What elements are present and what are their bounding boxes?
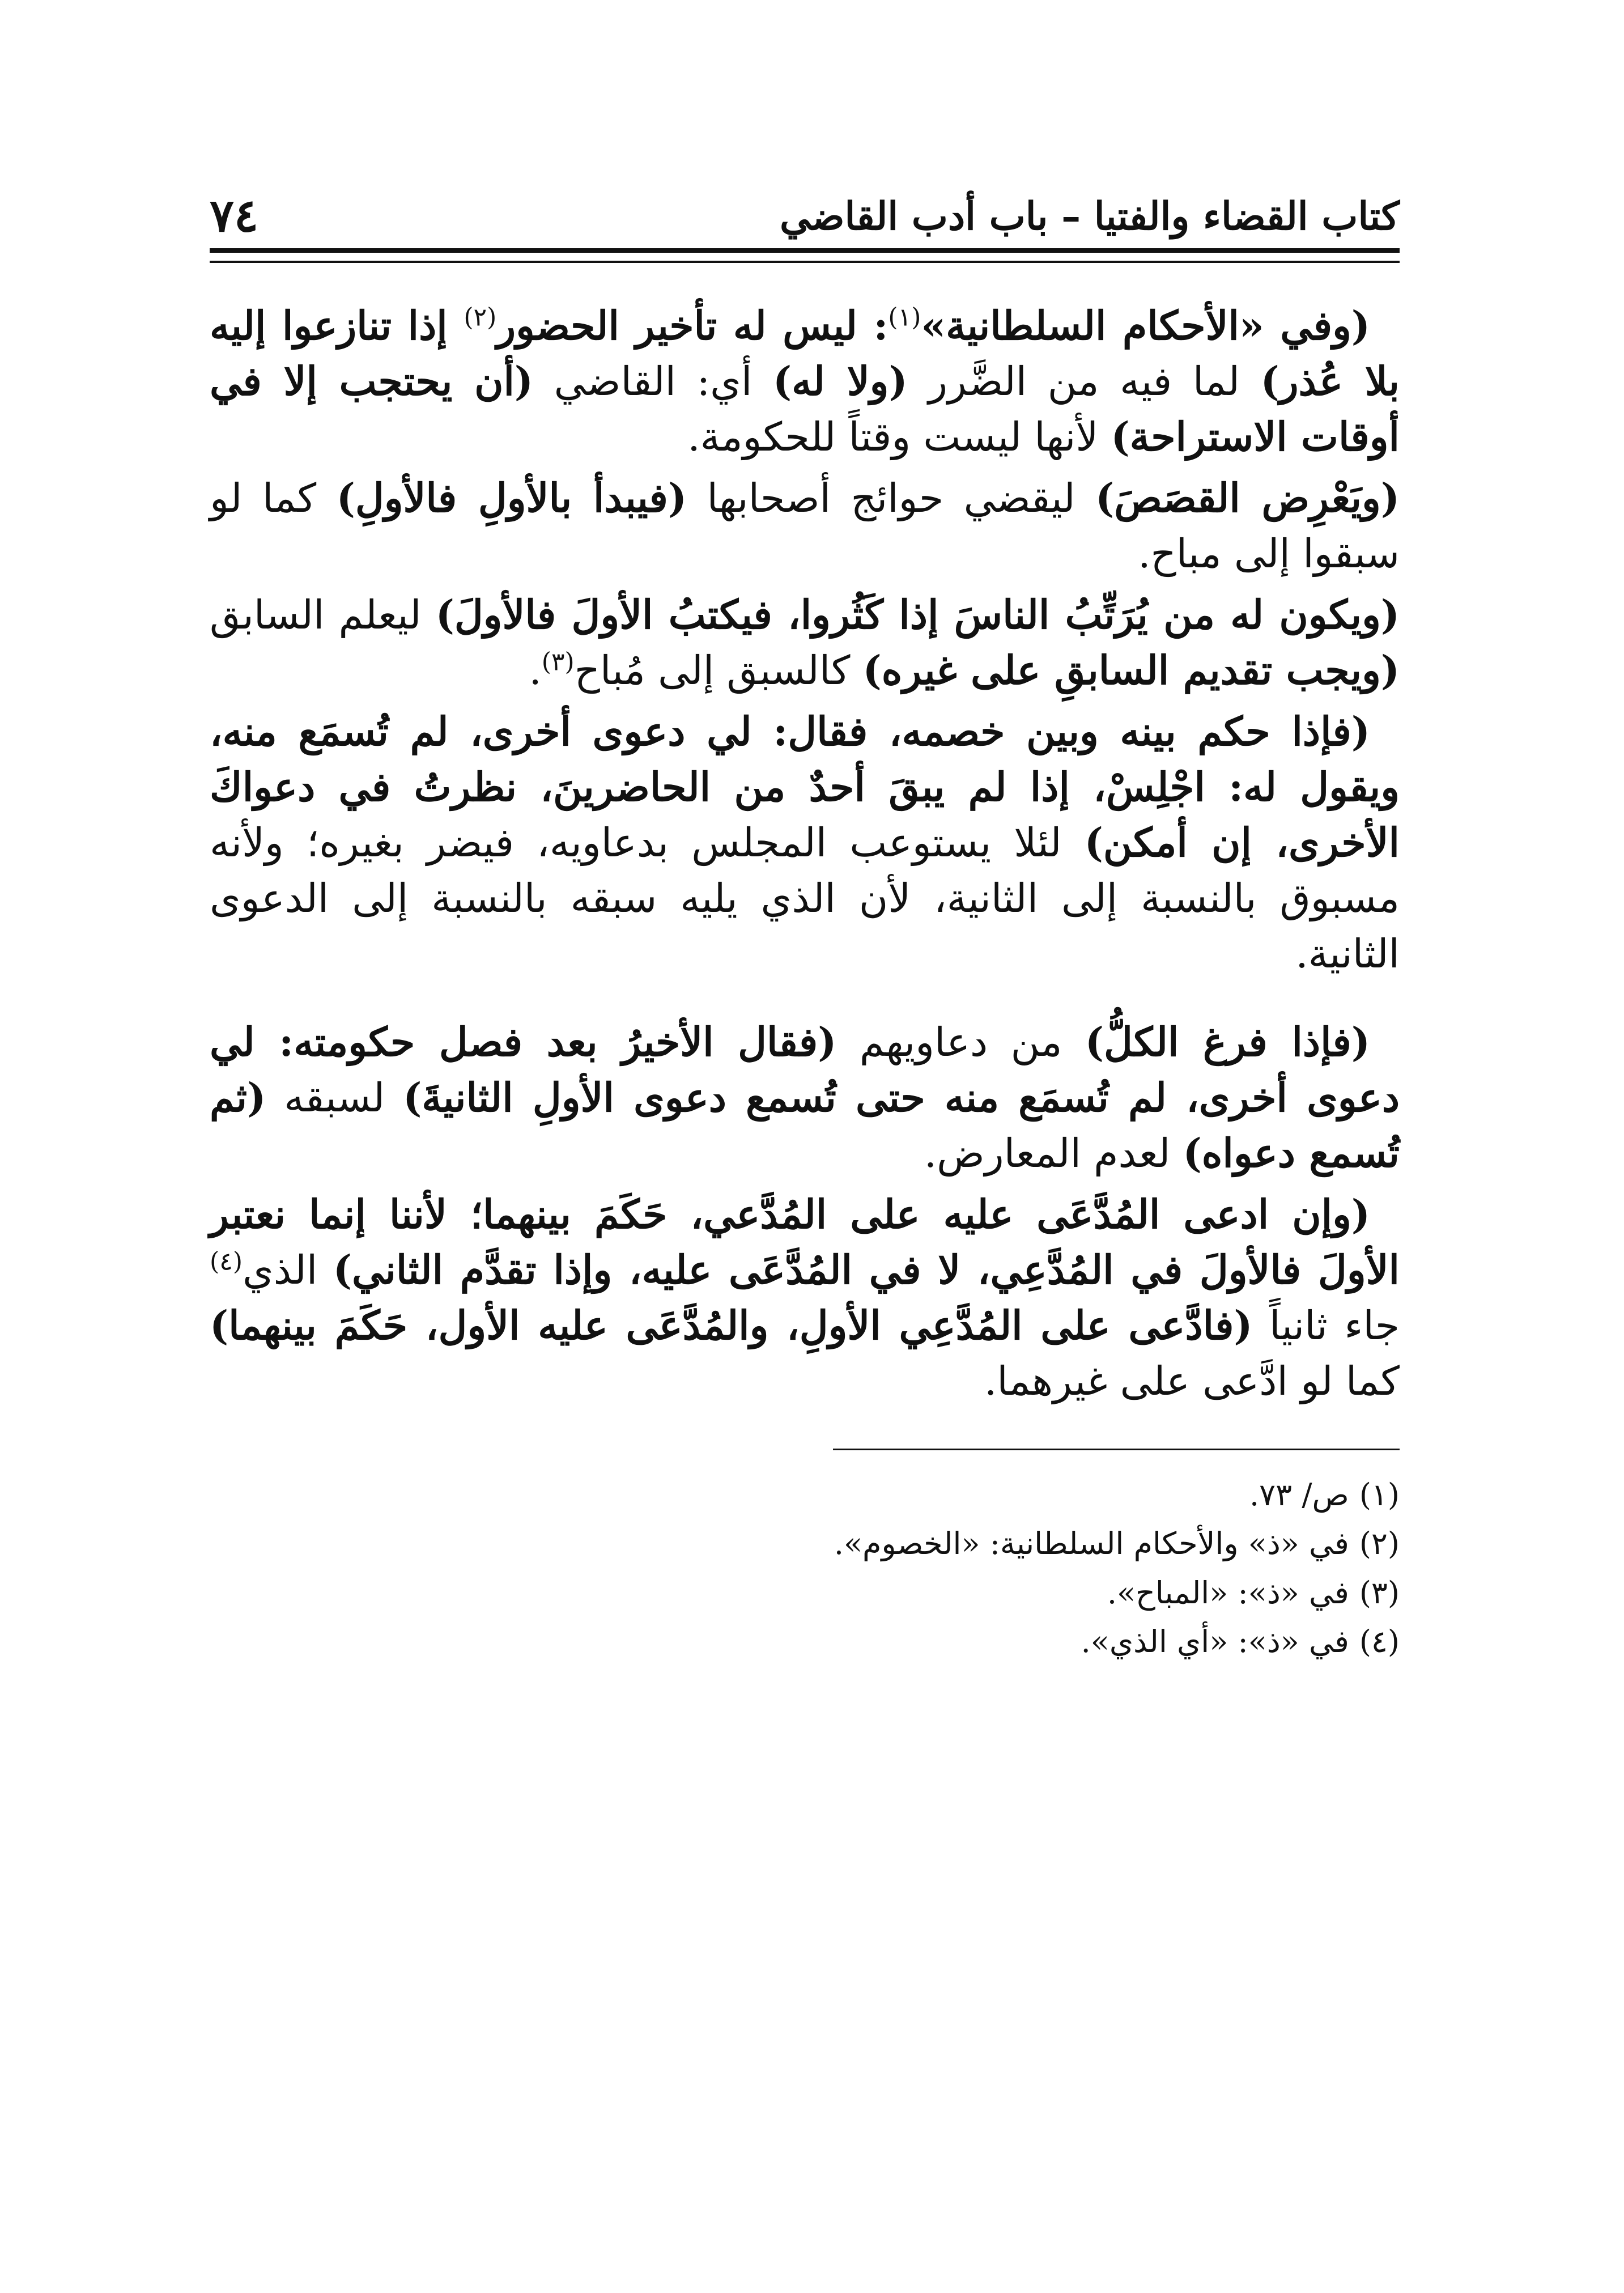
matn-text: (ويَعْرِض القصَصَ)	[1095, 474, 1400, 521]
footnote-reference: (٤)	[210, 1247, 243, 1276]
matn-text: (وفي «الأحكام السلطانية»	[921, 302, 1370, 349]
footnote-reference: (٢)	[464, 303, 497, 332]
commentary-text: كما لو سبقوا إلى مباح.	[210, 475, 1400, 577]
paragraph-4	[210, 704, 1400, 982]
footnote-2	[210, 1519, 1400, 1568]
paragraph-6	[210, 1187, 1400, 1409]
matn-text: (ويكون له من يُرَتِّبُ الناسَ إذا كَثُروا، فيكتبُ الأولَ فالأولَ)	[435, 591, 1400, 638]
footnote-text: في «ذ»: «أي الذي».	[1081, 1624, 1349, 1660]
commentary-text: .	[529, 647, 542, 694]
commentary-text: من دعاويهم	[836, 1019, 1085, 1065]
footnote-text: في «ذ» والأحكام السلطانية: «الخصوم».	[834, 1526, 1349, 1562]
footnote-reference: (٣)	[541, 647, 575, 677]
commentary-text: أي: القاضي	[533, 358, 773, 405]
matn-text: (وإن ادعى المُدَّعَى عليه على المُدَّعي، حَكَمَ بينهما؛ لأننا إنما نعتبر الأولَ فالأولَ في المُدَّعِي، لا في المُدَّعَى عليه، وإذا تقدَّم الثاني)	[210, 1191, 1400, 1293]
commentary-text: ليعلم السابق	[210, 592, 436, 638]
body-text	[210, 298, 1400, 1409]
paragraph-5	[210, 1014, 1400, 1181]
running-head: كتاب القضاء والفتيا – باب أدب القاضي	[780, 194, 1400, 240]
matn-text: (ولا له)	[773, 358, 908, 405]
matn-text: (ويجب تقديم السابقِ على غيره)	[862, 647, 1400, 694]
matn-text: (فإذا فرغ الكلُّ)	[1085, 1018, 1370, 1065]
paragraph-3	[210, 587, 1400, 698]
commentary-text: الذي	[242, 1247, 333, 1293]
footnote-reference: (١)	[888, 303, 921, 332]
footnote-number: (١)	[1359, 1477, 1400, 1513]
matn-text: (فقال الأخيرُ بعد فصل حكومته: لي دعوى أخرى، لم تُسمَع منه حتى تُسمع دعوى الأولِ الثانيةَ)	[210, 1018, 1400, 1121]
matn-text: (فادَّعى على المُدَّعِي الأولِ، والمُدَّعَى عليه الأول، حَكَمَ بينهما)	[210, 1302, 1253, 1349]
commentary-text: لأنها ليست وقتاً للحكومة.	[687, 414, 1111, 460]
footnote-1	[210, 1471, 1400, 1519]
page-header	[210, 170, 1400, 253]
commentary-text: كالسبق إلى مُباح	[574, 647, 863, 694]
matn-text: : ليس له تأخير الحضور	[496, 302, 888, 349]
footnote-number: (٢)	[1359, 1526, 1400, 1562]
commentary-text: ليقضي حوائج أصحابها	[686, 475, 1096, 521]
footnote-3	[210, 1569, 1400, 1617]
commentary-text: لسبقه	[266, 1075, 403, 1121]
footnotes	[210, 1471, 1400, 1667]
commentary-text: لما فيه من الضَّرر	[907, 358, 1261, 405]
matn-text: إذا تنازعوا إليه بلا عُذر)	[210, 302, 1400, 405]
matn-text: (فإذا حكم بينه وبين خصمه، فقال: لي دعوى أخرى، لم تُسمَع منه، ويقول له: اجْلِسْ، إذا لم يبقَ أحدٌ من الحاضرينَ، نظرتُ في دعواكَ الأخرى، إن أمكن)	[210, 708, 1400, 866]
commentary-text: جاء ثانياً	[1252, 1302, 1400, 1349]
paragraph-2	[210, 470, 1400, 581]
footnote-number: (٤)	[1359, 1624, 1400, 1660]
book-page	[210, 170, 1400, 1667]
commentary-text: كما لو ادَّعى على غيرهما.	[984, 1358, 1400, 1404]
footnote-text: ص/ ٧٣.	[1249, 1477, 1349, 1513]
footnote-text: في «ذ»: «المباح».	[1107, 1574, 1349, 1611]
footnote-number: (٣)	[1359, 1574, 1400, 1611]
footnote-4	[210, 1617, 1400, 1666]
commentary-text: لئلا يستوعب المجلس بدعاويه، فيضر بغيره؛ ولأنه مسبوق بالنسبة إلى الثانية، لأن الذي يليه سبقه بالنسبة إلى الدعوى الثانية.	[210, 819, 1400, 977]
matn-text: (فيبدأ بالأولِ فالأولِ)	[336, 474, 687, 521]
paragraph-1	[210, 298, 1400, 465]
page-number: ٧٤	[210, 189, 258, 242]
matn-text: (ثم تُسمع دعواه)	[210, 1074, 1400, 1177]
matn-text: (أن يحتجب إلا في أوقات الاستراحة)	[210, 358, 1400, 460]
commentary-text: لعدم المعارض.	[924, 1130, 1183, 1177]
footnote-separator	[833, 1449, 1400, 1450]
